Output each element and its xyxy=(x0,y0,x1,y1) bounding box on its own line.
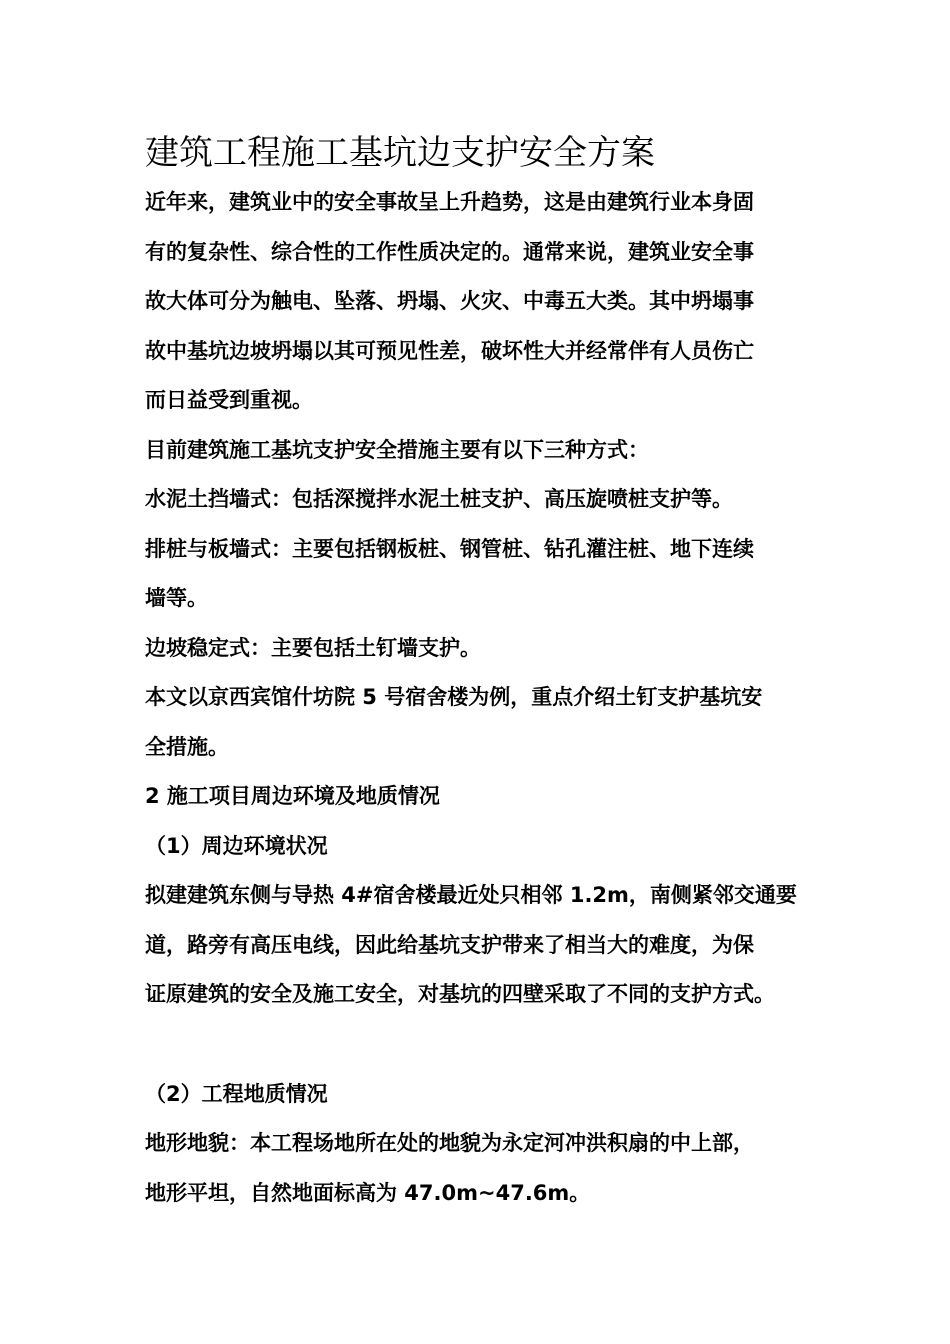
blank-line xyxy=(145,1020,825,1070)
paragraph-line: 边坡稳定式：主要包括土钉墙支护。 xyxy=(145,635,481,660)
document-title: 建筑工程施工基坑边支护安全方案 xyxy=(145,133,655,173)
section-heading: 2 施工项目周边环境及地质情况 xyxy=(145,784,440,808)
paragraph-line: 地形平坦，自然地面标高为 47.0m~47.6m。 xyxy=(145,1180,591,1205)
paragraph-line: 本文以京西宾馆什坊院 5 号宿舍楼为例，重点介绍土钉支护基坑安 xyxy=(145,685,763,709)
paragraph-line: 全措施。 xyxy=(145,734,229,759)
paragraph-line: 目前建筑施工基坑支护安全措施主要有以下三种方式： xyxy=(145,437,649,462)
paragraph-line: 地形地貌：本工程场地所在处的地貌为永定河冲洪积扇的中上部， xyxy=(145,1131,754,1155)
paragraph-line: 排桩与板墙式：主要包括钢板桩、钢管桩、钻孔灌注桩、地下连续 xyxy=(145,536,754,561)
subsection-heading: （1）周边环境状况 xyxy=(145,833,328,858)
paragraph-line: 有的复杂性、综合性的工作性质决定的。通常来说，建筑业安全事 xyxy=(145,239,754,264)
paragraph-line: 道，路旁有高压电线，因此给基坑支护带来了相当大的难度，为保 xyxy=(145,932,754,957)
paragraph-line: 墙等。 xyxy=(145,586,208,610)
paragraph-line: 拟建建筑东侧与导热 4#宿舍楼最近处只相邻 1.2m，南侧紧邻交通要 xyxy=(145,883,797,907)
paragraph-line: 近年来，建筑业中的安全事故呈上升趋势，这是由建筑行业本身固 xyxy=(145,190,754,214)
subsection-heading: （2）工程地质情况 xyxy=(145,1081,328,1106)
paragraph-line: 故大体可分为触电、坠落、坍塌、火灾、中毒五大类。其中坍塌事 xyxy=(145,289,754,313)
paragraph-line: 水泥土挡墙式：包括深搅拌水泥土桩支护、高压旋喷桩支护等。 xyxy=(145,487,733,511)
paragraph-line: 而日益受到重视。 xyxy=(145,388,313,412)
document-body xyxy=(145,128,825,1218)
paragraph-line: 证原建筑的安全及施工安全，对基坑的四壁采取了不同的支护方式。 xyxy=(145,982,775,1006)
paragraph-line: 故中基坑边坡坍塌以其可预见性差，破坏性大并经常伴有人员伤亡 xyxy=(145,338,754,363)
